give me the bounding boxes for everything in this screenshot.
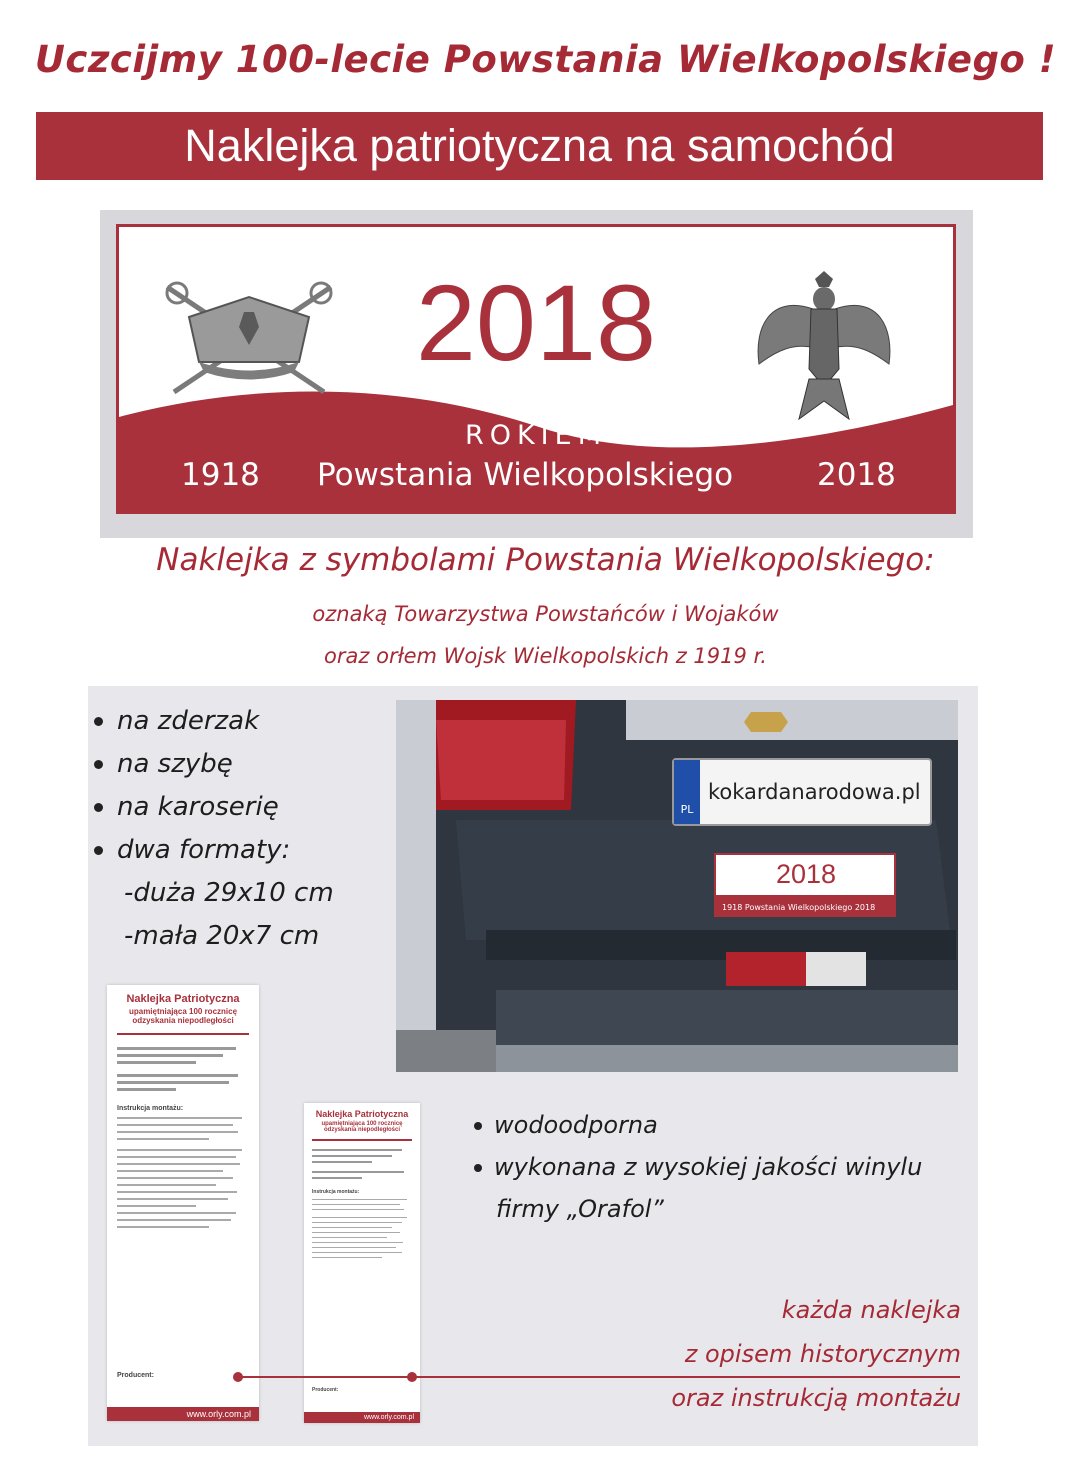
- quality-item: wodoodporna: [474, 1104, 922, 1146]
- format-item: -duża 29x10 cm: [124, 878, 334, 908]
- bullet-icon: [94, 760, 103, 769]
- bullet-icon: [94, 803, 103, 812]
- quality-item: wykonana z wysokiej jakości winylu: [474, 1146, 922, 1188]
- bullet-icon: [474, 1164, 482, 1172]
- subtitle-main: Naklejka z symbolami Powstania Wielkopolskiego:: [156, 542, 935, 578]
- card-title: Naklejka Patriotyczna: [126, 993, 240, 1005]
- bullet-icon: [94, 846, 103, 855]
- mini-sticker: [714, 853, 896, 917]
- license-plate: [672, 758, 932, 826]
- sticker-year: 2018: [415, 262, 657, 383]
- bullet-icon: [474, 1122, 482, 1130]
- feature-item: na szybę: [94, 743, 334, 786]
- connector-dot: [407, 1372, 417, 1382]
- mini-sticker-year: 2018: [776, 859, 837, 889]
- feature-item: na zderzak: [94, 700, 334, 743]
- card-title: Naklejka Patriotyczna: [315, 1109, 409, 1119]
- card-url: www.orly.com.pl: [304, 1412, 420, 1423]
- sticker-right-year: 2018: [817, 457, 896, 493]
- sticker-middle-text: Powstania Wielkopolskiego: [317, 457, 734, 493]
- subtitle-line1: oznaką Towarzystwa Powstańców i Wojaków: [312, 602, 779, 626]
- note-connector-line: [238, 1376, 960, 1378]
- card-subtitle: upamiętniająca 100 rocznicę odzyskania niepodległości: [128, 1007, 238, 1025]
- feature-item: na karoserię: [94, 786, 334, 829]
- plate-text: kokardanarodowa.pl: [708, 780, 921, 804]
- card-paragraph: [312, 1149, 412, 1179]
- quality-item-continued: firmy „Orafol”: [496, 1195, 664, 1223]
- card-divider: [312, 1139, 412, 1141]
- card-instruction-title: Instrukcja montażu:: [117, 1105, 184, 1112]
- note-line-2: z opisem historycznym: [684, 1340, 961, 1368]
- card-instructions: [117, 1117, 249, 1228]
- card-instruction-title: Instrukcja montażu:: [312, 1189, 360, 1195]
- card-producer: Producent:: [312, 1387, 339, 1393]
- connector-dot: [233, 1372, 243, 1382]
- sticker: [116, 224, 956, 514]
- sticker-rokiem: ROKIEM: [464, 420, 608, 451]
- card-producer: Producent:: [117, 1372, 154, 1379]
- note-line-3: oraz instrukcją montażu: [671, 1384, 961, 1412]
- card-divider: [117, 1033, 249, 1035]
- feature-item: dwa formaty:: [94, 829, 334, 872]
- card-url: www.orly.com.pl: [107, 1407, 259, 1421]
- banner-title: Naklejka patriotyczna na samochód: [36, 112, 1043, 180]
- headline: Uczcijmy 100-lecie Powstania Wielkopolskiego !: [34, 38, 1057, 81]
- card-paragraph: [117, 1047, 249, 1091]
- description-card-small: [304, 1103, 420, 1423]
- subtitle-line2: oraz orłem Wojsk Wielkopolskich z 1919 r.: [324, 644, 767, 668]
- qualities-list: [474, 1104, 922, 1230]
- bullet-icon: [94, 717, 103, 726]
- plate-country: PL: [674, 760, 700, 824]
- card-subtitle: upamiętniająca 100 rocznicę odzyskania niepodległości: [321, 1121, 403, 1133]
- format-item: -mała 20x7 cm: [124, 921, 320, 951]
- features-list: [94, 700, 334, 958]
- sticker-left-year: 1918: [181, 457, 260, 493]
- description-card-large: [107, 985, 259, 1421]
- card-instructions: [312, 1199, 412, 1258]
- mini-sticker-text: 1918 Powstania Wielkopolskiego 2018: [722, 903, 876, 912]
- note-line-1: każda naklejka: [781, 1296, 961, 1324]
